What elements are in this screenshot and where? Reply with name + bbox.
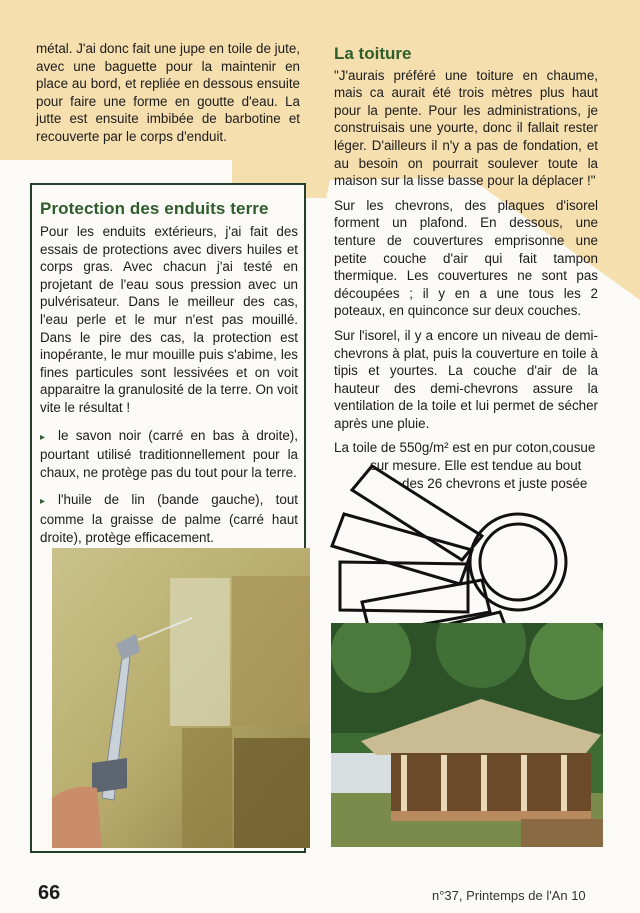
left-top-column (36, 40, 300, 153)
roof-p4-line1: La toile de 550g/m² est en pur coton,cousue (334, 440, 596, 456)
wall-spray-photo (52, 548, 310, 848)
bullet-arrow-icon: ▸ (40, 431, 46, 443)
issue-label: n°37, Printemps de l'An 10 (432, 888, 586, 903)
bullet-arrow-icon: ▸ (40, 496, 46, 508)
box-bullet-1 (40, 427, 298, 482)
box-bullet-2-text: l'huile de lin (bande gauche), tout comme la graisse de palme (carré haut droite), protège efficacement. (40, 492, 298, 545)
roof-paragraph-1: "J'aurais préféré une toiture en chaume, mais ca aurait été trois mètres plus haut pour la pente. Pour les administrations, je construisais une yourte, donc il fallait rester léger. D'ailleurs il n'y a pas de fondation, et au besoin on pourrait soulever toute la maison sur la lisse basse pour la déplacer !" (334, 67, 598, 189)
box-body (40, 223, 298, 556)
box-title: Protection des enduits terre (40, 199, 269, 218)
box-bullet-2 (40, 491, 298, 546)
roof-paragraph-3: Sur l'isorel, il y a encore un niveau de demi-chevrons à plat, puis la couverture en toile à tipis et yourtes. La couche d'air de la hauteur des demi-chevrons assure la ventilation de la toile et lui permet de sécher après une pluie. (334, 327, 598, 431)
box-paragraph-1: Pour les enduits extérieurs, j'ai fait des essais de protections avec divers huiles et corps gras. Avec chacun j'ai testé en projetant de l'eau sous pression avec un pulvérisateur. Dans le meilleur des cas, l'eau perle et le mur n'est pas mouillé. Dans le pire des cas, la protection est inopérante, le mur mouille puis s'abime, les fines particules sont lessivées et on voit apparaitre la granulosité de la terre. On voit vite le résultat ! (40, 224, 298, 415)
yurt-photo (331, 623, 603, 847)
box-bullet-1-text: le savon noir (carré en bas à droite), pourtant utilisé traditionnellement pour la chaux, ne protège pas du tout pour la terre. (40, 427, 298, 480)
right-column (334, 45, 598, 492)
roof-title: La toiture (334, 44, 412, 63)
roof-paragraph-2: Sur les chevrons, des plaques d'isorel forment un plafond. En dessous, une tenture de couvertures emprisonne une petite couche d'air qui fait tampon thermique. Les couvertures ne sont pas découpées ; il y en a une tous les 2 poteaux, en quinconce sur deux couches. (334, 197, 598, 319)
left-top-paragraph: métal. J'ai donc fait une jupe en toile de jute, avec une baguette pour la maintenir en place au bord, et repliée en dessous ensuite pour faire une forme en goutte d'eau. La jutte est ensuite imbibée de barbotine et recouverte par le corps d'enduit. (36, 41, 300, 144)
roof-p4-line3: des 26 chevrons et juste posée (402, 475, 588, 491)
roof-p4-line2: sur mesure. Elle est tendue au bout (370, 458, 582, 474)
page-number: 66 (38, 882, 61, 904)
